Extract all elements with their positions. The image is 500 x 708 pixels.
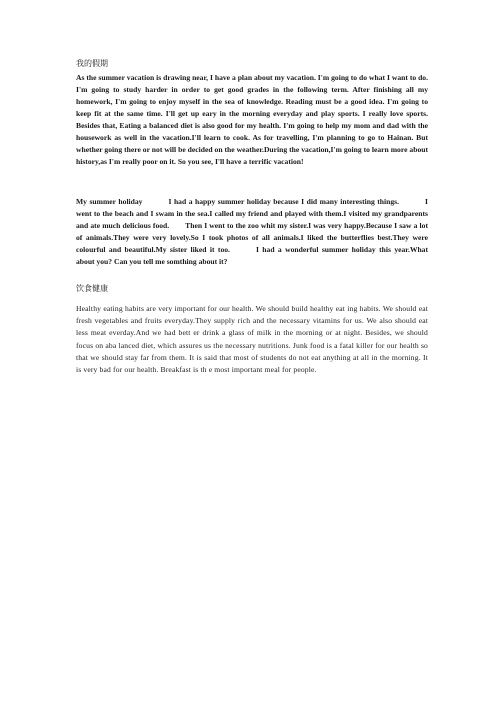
- essay-sentence: Then I went to the zoo whit my sister.I was very happy.Because I saw a lot of animals.They were very lovely.So I took photos of all animals.I liked the butterflies best.They were colourful and beautiful.My sister liked it too.: [76, 221, 428, 254]
- document-page: [76, 58, 428, 376]
- essay-healthy-eating: Healthy eating habits are very important for our health. We should build healthy eat ing habits. We should eat fresh vegetables and fruits everyday.They supply rich and the necessary vitamins for us. We also should eat less meat everday.And we had bett er drink a glass of milk in the morning or at night. Besides, we should focus on aba lanced diet, which assures us the necessary nutritions. Junk food is a fatal killer for our health so that we should stay far from them. It is said that most of students do not eat anything at all in the morning. It is very bad for our health. Breakfast is th e most important meal for people.: [76, 304, 428, 375]
- section-title-my-vacation: 我的假期: [76, 59, 108, 68]
- essay-sentence: I had a wonderful summer holiday this year.What about you? Can you tell me somthing about it?: [76, 245, 428, 266]
- essay-sentence: I had a happy summer holiday because I did many interesting things.: [168, 197, 400, 206]
- essay-title-summer-holiday: My summer holiday: [76, 197, 143, 206]
- essay-summer-holiday: [76, 196, 428, 268]
- essay-my-vacation: As the summer vacation is drawing near, I have a plan about my vacation. I'm going to do what I want to do. I'm going to study harder in order to get good grades in the following term. After finishing all my homework, I'm going to enjoy myself in the sea of knowledge. Reading must be a good idea. I'm going to keep fit at the same time. I'll get up eary in the morning everyday and play sports. I really love sports. Besides that, Eating a balanced diet is also good for my health. I'm going to help my mom and dad with the housework as well in the vacation.I'll learn to cook. As for travelling, I'm planning to go to Hainan. But whether going there or not will be decided on the weather.During the vacation,I'm going to learn more about history,as I'm really poor on it. So you see, I'll have a terrific vacation!: [76, 73, 428, 166]
- essay-sentence: I went to the beach and I swam in the sea.I called my friend and played with them.I visited my grandparents and ate much delicious food.: [76, 197, 428, 230]
- section-title-healthy-eating: 饮食健康: [76, 284, 108, 293]
